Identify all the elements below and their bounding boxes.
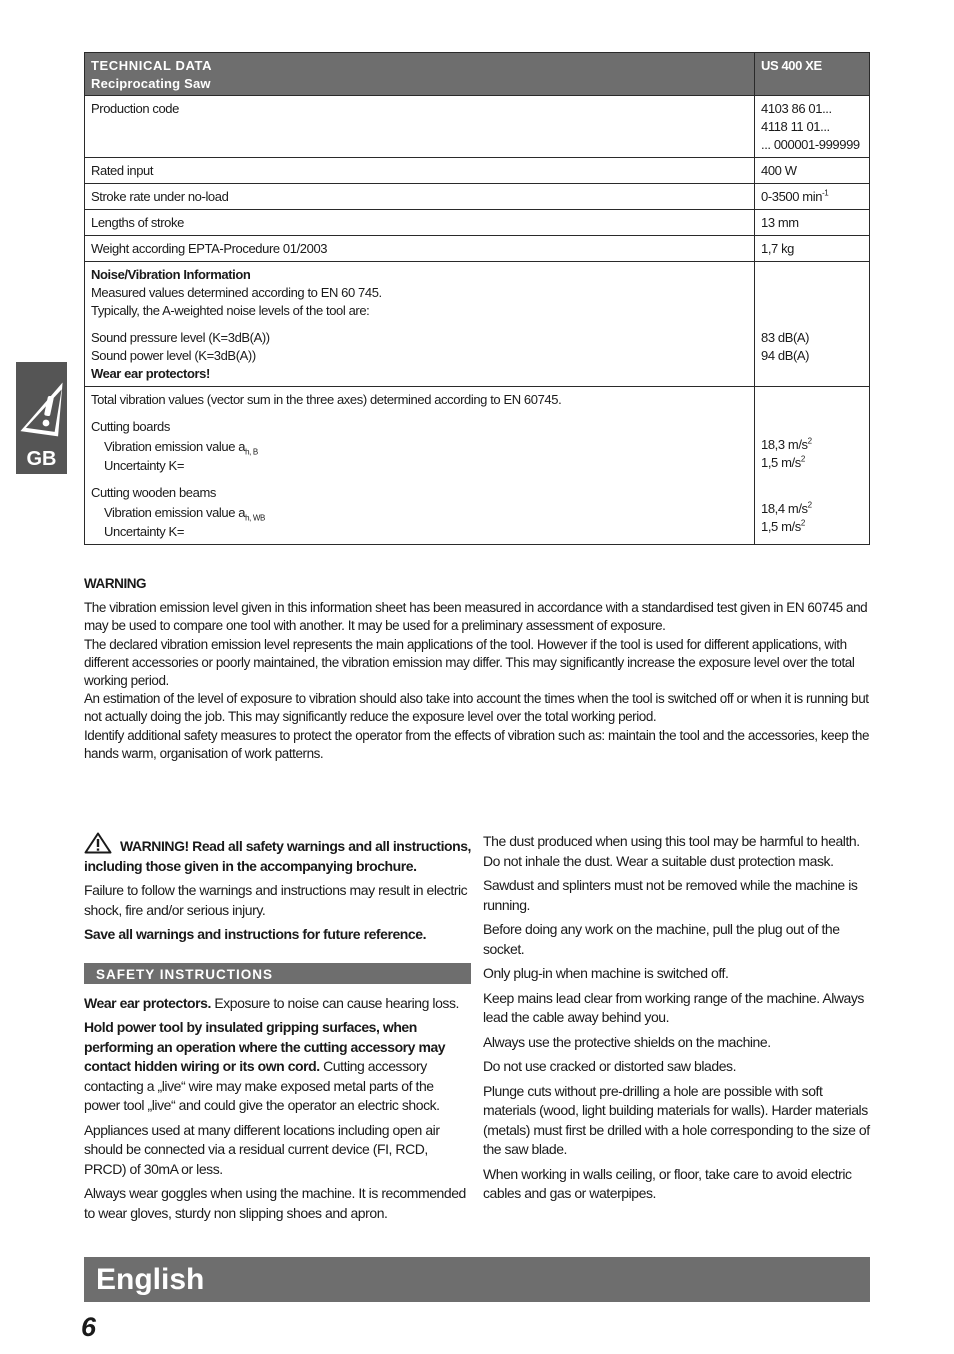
warning-triangle-icon	[84, 832, 112, 854]
beams-uncertainty-label: Uncertainty K=	[104, 524, 185, 539]
gripping-paragraph	[84, 1018, 471, 1116]
safety-warning-text: WARNING! Read all safety warnings and all instructions, including those given in the accompanying brochure.	[84, 838, 471, 874]
noise-line-2: Typically, the A-weighted noise levels of the tool are:	[91, 303, 370, 318]
table-row	[85, 210, 870, 236]
noise-line-1: Measured values determined according to EN 60 745.	[91, 285, 382, 300]
row-value: 400 W	[755, 158, 870, 184]
unit-sup: 2	[800, 518, 805, 528]
row-label: Stroke rate under no-load	[85, 184, 755, 210]
beams-emission-value	[761, 500, 863, 518]
boards-uncertainty-value	[761, 454, 863, 472]
warning-heading: WARNING	[84, 576, 147, 591]
boards-emission-number: 18,3 m/s	[761, 437, 808, 452]
boards-uncertainty-label: Uncertainty K=	[104, 458, 185, 473]
table-row	[85, 96, 870, 158]
noise-values	[755, 262, 870, 387]
noise-title: Noise/Vibration Information	[91, 267, 251, 282]
stroke-rate-sup: -1	[822, 188, 829, 198]
header-title-technical-data: TECHNICAL DATA	[91, 58, 213, 73]
row-label: Lengths of stroke	[85, 210, 755, 236]
production-code-3: ... 000001-999999	[761, 137, 860, 152]
failure-text: Failure to follow the warnings and instructions may result in electric shock, fire and/or serious injury.	[84, 882, 468, 918]
row-value	[755, 96, 870, 158]
safety-instructions-header: SAFETY INSTRUCTIONS	[84, 963, 471, 984]
row-label: Rated input	[85, 158, 755, 184]
vibration-row	[85, 387, 870, 545]
warning-triangle-icon	[19, 376, 65, 438]
warning-paragraph: An estimation of the level of exposure to vibration should also take into account the times when the tool is switched off or when it is running but not actually doing the job. This may significantly reduce the exposure level over the total working period.	[84, 691, 869, 725]
page-number: 6	[81, 1312, 97, 1342]
boards-emission-value	[761, 436, 863, 454]
header-title-product: Reciprocating Saw	[91, 76, 211, 91]
sound-pressure-label: Sound pressure level (K=3dB(A))	[91, 330, 270, 345]
boards-emission-label	[91, 438, 748, 456]
warning-paragraph: The declared vibration emission level represents the main applications of the tool. However if the tool is used for different applications, with different accessories or poorly maintained, the vibration emission may differ. This may significantly increase the exposure level over the total working period.	[84, 636, 855, 689]
row-value	[755, 184, 870, 210]
noise-info	[85, 262, 755, 387]
header-model: US 400 XE	[755, 53, 870, 96]
wear-ear-protectors: Wear ear protectors!	[91, 366, 210, 381]
boards-uncertainty-number: 1,5 m/s	[761, 455, 801, 470]
technical-data-table	[84, 52, 870, 545]
vibration-warning	[84, 575, 870, 763]
ear-protectors-text: Exposure to noise can cause hearing loss.	[210, 994, 459, 1011]
instruction-paragraph: Before doing any work on the machine, pull the plug out of the socket.	[483, 921, 840, 957]
table-row	[85, 158, 870, 184]
right-column	[483, 832, 873, 1209]
warning-paragraph: The vibration emission level given in this information sheet has been measured in accordance with a standardised test given in EN 60745 and may be used to compare one tool with another. It may be used for a preliminary assessment of exposure.	[84, 600, 868, 634]
instruction-paragraph: The dust produced when using this tool may be harmful to health. Do not inhale the dust. Wear a suitable dust protection mask.	[483, 833, 860, 869]
beams-uncertainty-value	[761, 518, 863, 536]
boards-emission-sub: h, B	[245, 447, 258, 457]
sound-pressure-value: 83 dB(A)	[761, 330, 810, 345]
beams-emission-number: 18,4 m/s	[761, 501, 808, 516]
stroke-rate-value: 0-3500 min	[761, 189, 823, 204]
unit-sup: 2	[807, 500, 812, 510]
left-column	[84, 832, 471, 1228]
language-code: GB	[26, 448, 57, 470]
instruction-paragraph: Only plug-in when machine is switched off.	[483, 965, 729, 981]
instruction-paragraph: Always use the protective shields on the machine.	[483, 1033, 771, 1050]
sound-power-label: Sound power level (K=3dB(A))	[91, 348, 256, 363]
save-instructions: Save all warnings and instructions for future reference.	[84, 926, 427, 942]
table-row	[85, 184, 870, 210]
safety-warning-heading	[84, 832, 471, 876]
cutting-beams-title: Cutting wooden beams	[91, 485, 216, 500]
row-label: Production code	[85, 96, 755, 158]
table-header-title	[85, 53, 755, 96]
instruction-paragraph: Do not use cracked or distorted saw blades.	[483, 1058, 737, 1074]
cutting-boards-title: Cutting boards	[91, 419, 170, 434]
instruction-paragraph: Plunge cuts without pre-drilling a hole are possible with soft materials (wood, light building materials for walls). Harder materials (metals) must first be drilled with a hole corresponding to the size of the saw blade.	[483, 1082, 870, 1157]
ear-protectors-bold: Wear ear protectors.	[84, 994, 211, 1011]
beams-emission-label	[91, 504, 748, 522]
vibration-values	[755, 387, 870, 545]
production-code-2: 4118 11 01...	[761, 119, 830, 134]
boards-emission-text: Vibration emission value a	[104, 439, 246, 454]
unit-sup: 2	[800, 454, 805, 464]
table-header-row	[85, 53, 870, 96]
warning-paragraph: Identify additional safety measures to protect the operator from the effects of vibration such as: maintain the tool and the accessories, keep the hands warm, organisation of work patterns.	[84, 727, 870, 761]
gripping-bold: Hold power tool by insulated gripping surfaces, when performing an operation where the cutting accessory may contact hidden wiring or its own cord.	[84, 1019, 446, 1074]
vibration-intro: Total vibration values (vector sum in the three axes) determined according to EN 60745.	[91, 392, 562, 407]
vibration-info	[85, 387, 755, 545]
beams-emission-text: Vibration emission value a	[104, 505, 246, 520]
row-label: Weight according EPTA-Procedure 01/2003	[85, 236, 755, 262]
side-language-tab	[16, 362, 67, 474]
goggles-paragraph: Always wear goggles when using the machine. It is recommended to wear gloves, sturdy non slipping shoes and apron.	[84, 1185, 466, 1221]
beams-emission-sub: h, WB	[245, 513, 265, 523]
row-value: 1,7 kg	[755, 236, 870, 262]
sound-power-value: 94 dB(A)	[761, 348, 810, 363]
instruction-paragraph: Keep mains lead clear from working range of the machine. Always lead the cable away behind you.	[483, 989, 864, 1025]
rcd-paragraph: Appliances used at many different locations including open air should be connected via a residual current device (FI, RCD, PRCD) of 30mA or less.	[84, 1121, 440, 1177]
instruction-paragraph: When working in walls ceiling, or floor, take care to avoid electric cables and gas or waterpipes.	[483, 1165, 852, 1201]
instruction-paragraph: Sawdust and splinters must not be removed while the machine is running.	[483, 877, 858, 913]
row-value: 13 mm	[755, 210, 870, 236]
table-row	[85, 236, 870, 262]
language-banner: English	[84, 1257, 870, 1302]
gripping-text: Cutting accessory contacting a „live“ wire may make exposed metal parts of the power tool „live“ and could give the operator an electric shock.	[84, 1058, 440, 1113]
beams-uncertainty-number: 1,5 m/s	[761, 519, 801, 534]
ear-protectors-paragraph	[84, 994, 471, 1014]
unit-sup: 2	[807, 436, 812, 446]
noise-row	[85, 262, 870, 387]
production-code-1: 4103 86 01...	[761, 101, 832, 116]
